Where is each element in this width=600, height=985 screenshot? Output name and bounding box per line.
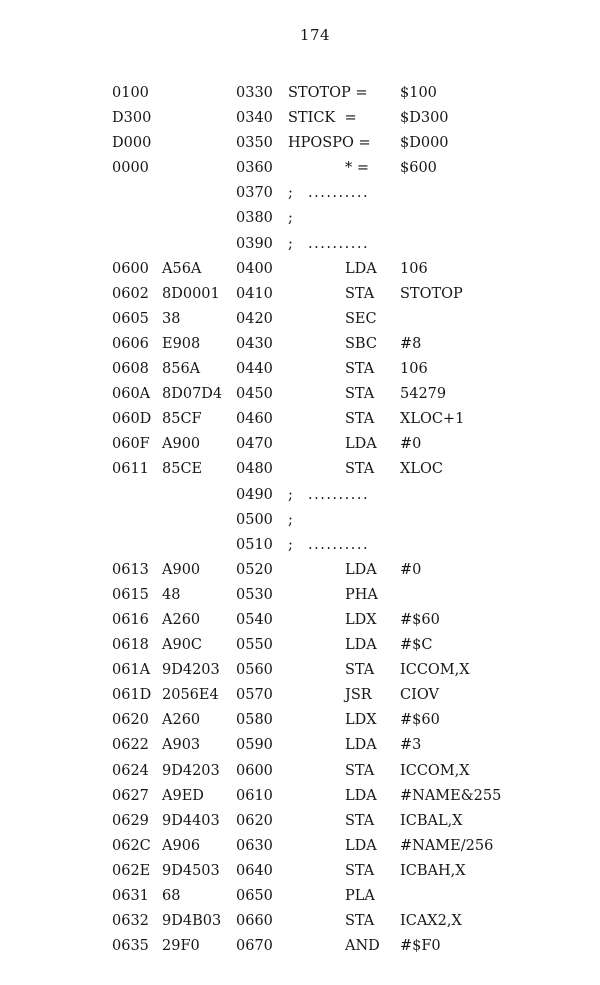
address-cell: 060D [112, 411, 152, 428]
operand-cell: ICCOM,X [400, 662, 470, 679]
opcode-cell: STA [345, 461, 375, 478]
operand-cell: #3 [400, 737, 422, 754]
page-number: 174 [299, 26, 331, 44]
line-number-cell: 0330 [236, 85, 273, 101]
address-cell: 0611 [112, 461, 149, 478]
line-number-cell: 0580 [236, 712, 273, 729]
operand-cell: #$60 [400, 712, 440, 729]
address-cell: 062E [112, 862, 151, 879]
object-code-cell: A90C [162, 637, 203, 654]
listing-row [0, 708, 600, 733]
address-cell: 0000 [112, 160, 149, 177]
line-number-cell: 0570 [236, 687, 273, 704]
address-cell: 0600 [112, 260, 149, 277]
listing-row [0, 432, 600, 457]
opcode-cell: SEC [345, 310, 377, 327]
opcode-cell: LDX [345, 611, 377, 628]
label-cell: ; [288, 210, 293, 227]
line-number-cell: 0670 [236, 938, 273, 955]
comment-dots: .......... [308, 235, 370, 252]
listing-row [0, 382, 600, 407]
line-number-cell: 0440 [236, 361, 273, 378]
opcode-cell: PHA [345, 586, 378, 603]
listing-row [0, 332, 600, 357]
address-cell: D300 [112, 110, 152, 127]
listing-row [0, 859, 600, 884]
address-cell: 0100 [112, 85, 149, 101]
listing-row [0, 81, 600, 106]
address-cell: D000 [112, 135, 152, 152]
operand-cell: #8 [400, 335, 422, 352]
comment-dots: .......... [308, 536, 370, 553]
object-code-cell: 8D07D4 [162, 386, 223, 403]
object-code-cell: A903 [162, 737, 201, 754]
object-code-cell: 85CF [162, 411, 202, 428]
label-cell: ; [288, 185, 293, 202]
line-number-cell: 0390 [236, 235, 273, 252]
operand-cell: ICCOM,X [400, 762, 470, 779]
listing-row [0, 533, 600, 558]
opcode-cell: STA [345, 285, 375, 302]
label-cell: ; [288, 235, 293, 252]
opcode-cell: JSR [345, 687, 372, 704]
line-number-cell: 0420 [236, 310, 273, 327]
listing-row [0, 884, 600, 909]
address-cell: 0608 [112, 361, 149, 378]
comment-dots: .......... [308, 486, 370, 503]
comment-dots: .......... [308, 185, 370, 202]
listing-row [0, 181, 600, 206]
address-cell: 060A [112, 386, 151, 403]
listing-row [0, 834, 600, 859]
object-code-cell: 9D4203 [162, 662, 220, 679]
object-code-cell: 9D4B03 [162, 913, 222, 930]
operand-cell: #0 [400, 561, 422, 578]
operand-cell: #$F0 [400, 938, 441, 955]
object-code-cell: A260 [162, 611, 201, 628]
object-code-cell: 85CE [162, 461, 203, 478]
listing-row [0, 909, 600, 934]
address-cell: 061D [112, 687, 152, 704]
line-number-cell: 0590 [236, 737, 273, 754]
operand-cell: ICBAL,X [400, 812, 463, 829]
label-cell: HPOSPO = [288, 135, 371, 152]
line-number-cell: 0480 [236, 461, 273, 478]
object-code-cell: 8D0001 [162, 285, 220, 302]
address-cell: 0615 [112, 586, 149, 603]
object-code-cell: 38 [162, 310, 181, 327]
line-number-cell: 0380 [236, 210, 273, 227]
line-number-cell: 0550 [236, 637, 273, 654]
operand-cell: $100 [400, 85, 437, 101]
operand-cell: $600 [400, 160, 437, 177]
listing-row [0, 106, 600, 131]
address-cell: 0631 [112, 888, 149, 904]
address-cell: 0618 [112, 637, 149, 654]
address-cell: 0606 [112, 335, 149, 352]
line-number-cell: 0660 [236, 913, 273, 930]
line-number-cell: 0470 [236, 436, 273, 453]
listing-row [0, 633, 600, 658]
line-number-cell: 0400 [236, 260, 273, 277]
line-number-cell: 0530 [236, 586, 273, 603]
line-number-cell: 0370 [236, 185, 273, 202]
line-number-cell: 0490 [236, 486, 273, 503]
object-code-cell: 9D4403 [162, 812, 220, 829]
assembly-listing [0, 81, 600, 959]
opcode-cell: LDA [345, 737, 377, 754]
listing-row [0, 934, 600, 959]
opcode-cell: LDA [345, 436, 377, 453]
object-code-cell: 29F0 [162, 938, 200, 955]
address-cell: 0616 [112, 611, 149, 628]
opcode-cell: STA [345, 913, 375, 930]
address-cell: 0635 [112, 938, 149, 955]
listing-row [0, 608, 600, 633]
line-number-cell: 0630 [236, 837, 273, 854]
opcode-cell: AND [345, 938, 380, 955]
opcode-cell: LDA [345, 837, 377, 854]
line-number-cell: 0450 [236, 386, 273, 403]
operand-cell: ICBAH,X [400, 862, 466, 879]
listing-row [0, 658, 600, 683]
line-number-cell: 0520 [236, 561, 273, 578]
opcode-cell: SBC [345, 335, 377, 352]
opcode-cell: STA [345, 411, 375, 428]
operand-cell: ICAX2,X [400, 913, 462, 930]
line-number-cell: 0460 [236, 411, 273, 428]
operand-cell: #$60 [400, 611, 440, 628]
address-cell: 061A [112, 662, 151, 679]
opcode-cell: LDA [345, 637, 377, 654]
object-code-cell: A906 [162, 837, 201, 854]
operand-cell: 106 [400, 361, 428, 378]
object-code-cell: A260 [162, 712, 201, 729]
listing-row [0, 307, 600, 332]
label-cell: ; [288, 486, 293, 503]
address-cell: 0632 [112, 913, 149, 930]
address-cell: 060F [112, 436, 150, 453]
object-code-cell: A9ED [162, 787, 204, 804]
opcode-cell: LDA [345, 561, 377, 578]
operand-cell: STOTOP [400, 285, 463, 302]
object-code-cell: 48 [162, 586, 181, 603]
listing-row [0, 784, 600, 809]
line-number-cell: 0500 [236, 511, 273, 528]
object-code-cell: 9D4203 [162, 762, 220, 779]
operand-cell: CIOV [400, 687, 439, 704]
object-code-cell: A900 [162, 436, 201, 453]
line-number-cell: 0620 [236, 812, 273, 829]
object-code-cell: E908 [162, 335, 201, 352]
listing-row [0, 357, 600, 382]
opcode-cell: STA [345, 386, 375, 403]
label-cell: ; [288, 511, 293, 528]
object-code-cell: 9D4503 [162, 862, 220, 879]
listing-row [0, 683, 600, 708]
opcode-cell: LDA [345, 787, 377, 804]
address-cell: 062C [112, 837, 151, 854]
address-cell: 0605 [112, 310, 149, 327]
listing-row [0, 483, 600, 508]
object-code-cell: A56A [162, 260, 202, 277]
line-number-cell: 0340 [236, 110, 273, 127]
line-number-cell: 0540 [236, 611, 273, 628]
listing-row [0, 759, 600, 784]
operand-cell: XLOC [400, 461, 443, 478]
listing-row [0, 282, 600, 307]
operand-cell: #NAME&255 [400, 787, 502, 804]
line-number-cell: 0640 [236, 862, 273, 879]
line-number-cell: 0410 [236, 285, 273, 302]
listing-row [0, 131, 600, 156]
operand-cell: XLOC+1 [400, 411, 465, 428]
line-number-cell: 0350 [236, 135, 273, 152]
label-cell: STOTOP = [288, 85, 368, 101]
line-number-cell: 0600 [236, 762, 273, 779]
line-number-cell: 0610 [236, 787, 273, 804]
object-code-cell: 856A [162, 361, 201, 378]
listing-row [0, 558, 600, 583]
operand-cell: $D300 [400, 110, 449, 127]
address-cell: 0627 [112, 787, 149, 804]
line-number-cell: 0360 [236, 160, 273, 177]
opcode-cell: LDA [345, 260, 377, 277]
object-code-cell: 68 [162, 888, 181, 904]
address-cell: 0624 [112, 762, 149, 779]
address-cell: 0602 [112, 285, 149, 302]
opcode-cell: STA [345, 762, 375, 779]
line-number-cell: 0560 [236, 662, 273, 679]
opcode-cell: STA [345, 812, 375, 829]
line-number-cell: 0510 [236, 536, 273, 553]
operand-cell: 106 [400, 260, 428, 277]
listing-row [0, 809, 600, 834]
opcode-cell: STA [345, 862, 375, 879]
listing-row [0, 733, 600, 758]
operand-cell: #$C [400, 637, 433, 654]
opcode-cell: STA [345, 361, 375, 378]
listing-row [0, 156, 600, 181]
line-number-cell: 0430 [236, 335, 273, 352]
line-number-cell: 0650 [236, 888, 273, 904]
operand-cell: 54279 [400, 386, 447, 403]
listing-row [0, 257, 600, 282]
listing-row [0, 508, 600, 533]
operand-cell: $D000 [400, 135, 449, 152]
operand-cell: #NAME/256 [400, 837, 494, 854]
object-code-cell: 2056E4 [162, 687, 219, 704]
opcode-cell: STA [345, 662, 375, 679]
listing-row [0, 457, 600, 482]
listing-row [0, 583, 600, 608]
listing-row [0, 206, 600, 231]
address-cell: 0629 [112, 812, 149, 829]
listing-row [0, 232, 600, 257]
opcode-cell: LDX [345, 712, 377, 729]
object-code-cell: A900 [162, 561, 201, 578]
address-cell: 0622 [112, 737, 149, 754]
address-cell: 0620 [112, 712, 149, 729]
label-cell: STICK = [288, 110, 357, 127]
address-cell: 0613 [112, 561, 149, 578]
listing-row [0, 407, 600, 432]
operand-cell: #0 [400, 436, 422, 453]
opcode-cell: PLA [345, 888, 375, 904]
label-cell: ; [288, 536, 293, 553]
opcode-cell: * = [345, 160, 370, 177]
